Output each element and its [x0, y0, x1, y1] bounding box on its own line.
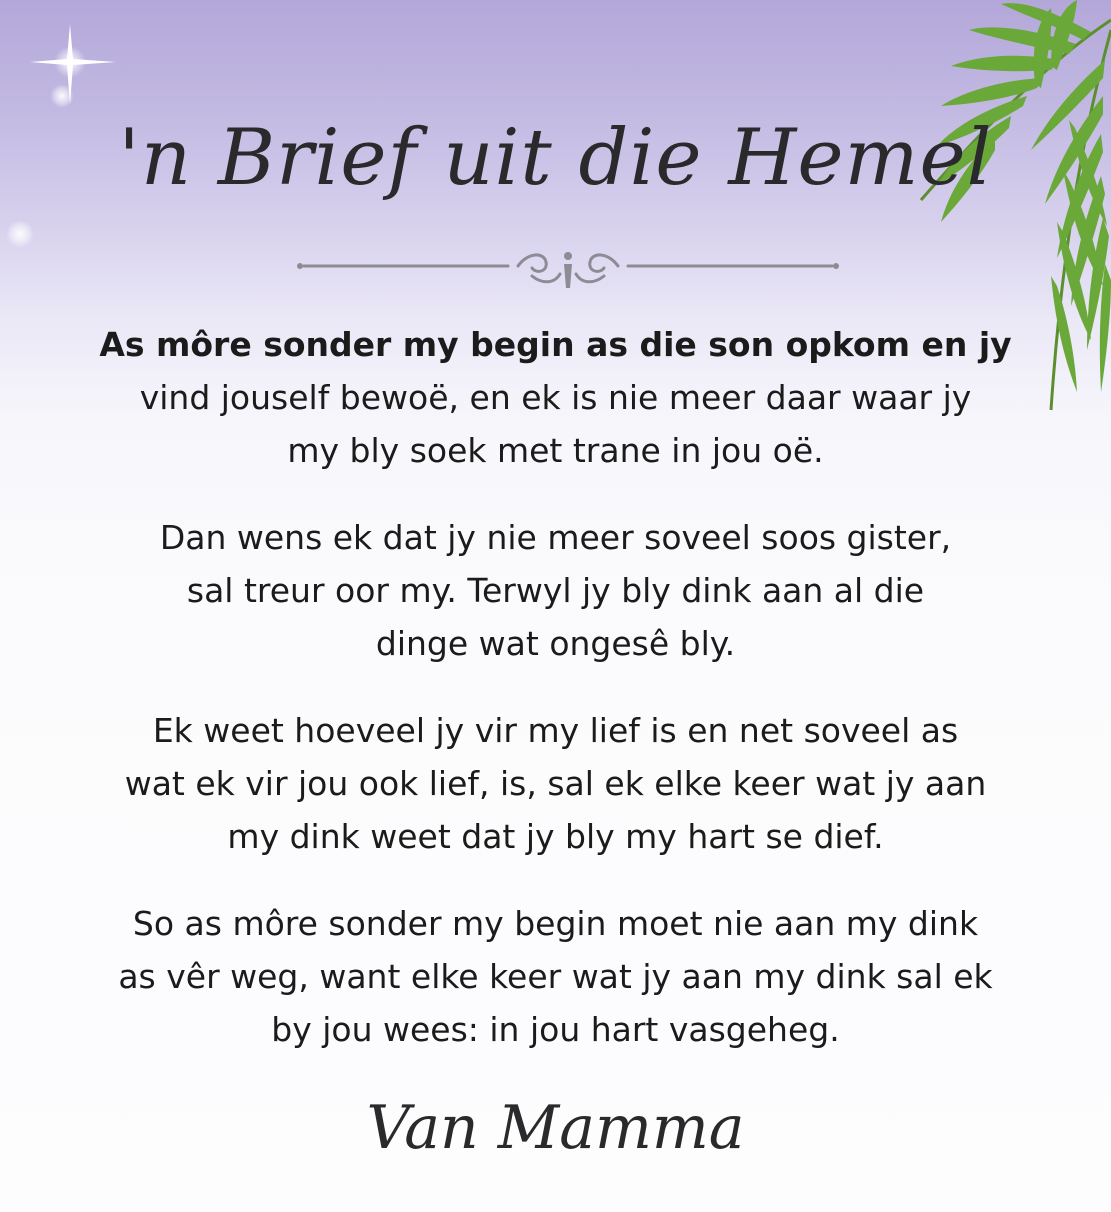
stanza [60, 897, 1051, 1056]
verse-line: my bly soek met trane in jou oë. [287, 431, 824, 470]
verse-line: my dink weet dat jy bly my hart se dief. [227, 817, 884, 856]
letter-body [60, 318, 1051, 1090]
stanza [60, 704, 1051, 863]
signature: Van Mamma [366, 1093, 745, 1163]
verse-line: as vêr weg, want elke keer wat jy aan my dink sal ek [118, 957, 993, 996]
scroll-divider-icon [296, 244, 840, 292]
verse-line: As môre sonder my begin as die son opkom en jy [99, 325, 1012, 364]
verse-line: by jou wees: in jou hart vasgeheg. [271, 1010, 840, 1049]
verse-line: Dan wens ek dat jy nie meer soveel soos gister, [159, 518, 952, 557]
verse-line: Ek weet hoeveel jy vir my lief is en net soveel as [152, 711, 959, 750]
verse-line: So as môre sonder my begin moet nie aan my dink [132, 904, 979, 943]
verse-line: sal treur oor my. Terwyl jy bly dink aan al die [186, 571, 925, 610]
page-title: 'n Brief uit die Hemel [118, 113, 993, 203]
stanza [60, 318, 1051, 477]
verse-line: vind jouself bewoë, en ek is nie meer daar waar jy [139, 378, 972, 417]
sparkle-star-icon [26, 22, 126, 122]
stanza [60, 511, 1051, 670]
verse-line: wat ek vir jou ook lief, is, sal ek elke keer wat jy aan [124, 764, 987, 803]
sparkle-dot-icon [6, 220, 34, 248]
sparkle-dot-icon [50, 84, 74, 108]
verse-line: dinge wat ongesê bly. [375, 624, 736, 663]
